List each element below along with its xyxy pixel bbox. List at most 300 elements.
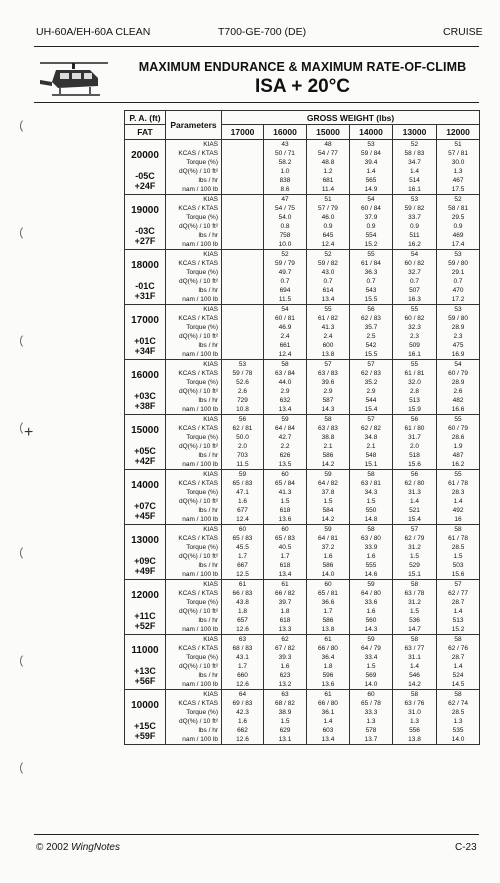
- parameter-label: nam / 100 lb: [182, 516, 218, 523]
- binder-hole: [20, 653, 35, 669]
- value-cell: [264, 525, 307, 580]
- value: 59 / 78: [232, 370, 253, 377]
- fat-fahrenheit: +52F: [134, 621, 156, 631]
- value: 550: [365, 507, 377, 514]
- value: 12.4: [321, 241, 335, 248]
- value: 587: [322, 397, 334, 404]
- value: 584: [322, 507, 334, 514]
- value: 13.8: [321, 351, 335, 358]
- parameter-label: nam / 100 lb: [182, 186, 218, 193]
- value: 1.6: [280, 663, 290, 670]
- value-cell: [437, 525, 480, 580]
- value: 32.0: [408, 379, 421, 386]
- value: 1.5: [409, 553, 420, 560]
- value: 58: [410, 691, 419, 698]
- title-rule: [34, 102, 479, 103]
- value-cell: [307, 250, 350, 305]
- value: [222, 332, 263, 341]
- parameter-label: lbs / hr: [198, 507, 218, 514]
- value-cell: [350, 360, 393, 415]
- value: 53: [367, 141, 375, 148]
- parameter-label: KIAS: [203, 471, 218, 478]
- value: 36.3: [364, 269, 378, 276]
- value: 482: [452, 397, 464, 404]
- value: 565: [365, 177, 377, 184]
- gross-weight-header: GROSS WEIGHT (lbs): [222, 111, 480, 125]
- value: 1.3: [366, 718, 376, 725]
- weight-header: 16000: [264, 125, 307, 140]
- value: 12.4: [278, 351, 292, 358]
- value: 40.5: [278, 544, 292, 551]
- value: 15.4: [364, 406, 378, 413]
- weight-header: 15000: [307, 125, 350, 140]
- pressure-altitude: 19000: [131, 205, 159, 216]
- value: 0.7: [366, 278, 376, 285]
- value: 14.2: [321, 461, 335, 468]
- value: 60 / 84: [361, 205, 381, 212]
- parameter-label: KCAS / KTAS: [178, 590, 218, 597]
- value: 586: [322, 562, 334, 569]
- value: 17.5: [451, 186, 465, 193]
- value: [222, 268, 263, 277]
- value: 2.3: [453, 333, 463, 340]
- value-cell: [437, 635, 480, 690]
- value: 15.2: [451, 626, 465, 633]
- value: 34.3: [364, 489, 378, 496]
- value: 14.5: [451, 681, 465, 688]
- parameter-label: dQ(%) / 10 ft²: [178, 388, 218, 395]
- value: 42.7: [278, 434, 292, 441]
- page-number: C-23: [455, 842, 477, 853]
- fat-celsius: -01C: [135, 281, 155, 291]
- value: 28.5: [451, 544, 465, 551]
- table-row: [125, 580, 480, 635]
- table-row: [125, 140, 480, 195]
- value: 39.3: [278, 654, 292, 661]
- value: 57: [324, 361, 332, 368]
- value: 14.3: [321, 406, 335, 413]
- value: 60 / 82: [404, 315, 425, 322]
- value: 518: [409, 452, 420, 459]
- value: 1.5: [409, 608, 420, 615]
- value: 667: [237, 562, 248, 569]
- value: 52: [454, 196, 462, 203]
- value: 1.7: [237, 663, 248, 670]
- value: 58: [367, 526, 375, 533]
- value: 31.3: [408, 489, 421, 496]
- value: 1.4: [453, 498, 463, 505]
- value: 58: [454, 636, 462, 643]
- parameter-label: KCAS / KTAS: [178, 260, 218, 267]
- value: 600: [322, 342, 334, 349]
- value: 54 / 77: [318, 150, 338, 157]
- fat-celsius: +05C: [134, 446, 156, 456]
- value: 38.9: [278, 709, 292, 716]
- value: 662: [237, 727, 248, 734]
- parameter-label: Torque (%): [186, 379, 218, 386]
- value: 54.0: [278, 214, 292, 221]
- value: 13.8: [321, 626, 335, 633]
- value: 660: [237, 672, 248, 679]
- parameter-label: KCAS / KTAS: [178, 150, 218, 157]
- value-cell: [264, 580, 307, 635]
- fat-fahrenheit: +38F: [134, 401, 156, 411]
- value: 1.8: [323, 663, 333, 670]
- value: [222, 167, 263, 176]
- value: 469: [452, 232, 464, 239]
- value-cell: [307, 470, 350, 525]
- value: 47: [281, 196, 289, 203]
- value: 618: [279, 562, 291, 569]
- parameter-label: dQ(%) / 10 ft²: [178, 553, 218, 560]
- value: 0.9: [453, 223, 463, 230]
- value-cell: [222, 360, 264, 415]
- value: 31.2: [408, 599, 421, 606]
- value: 1.0: [280, 168, 290, 175]
- value: 1.7: [280, 553, 290, 560]
- parameter-label: Torque (%): [186, 654, 218, 661]
- engine-label: T700-GE-700 (DE): [218, 26, 307, 38]
- value-cell: [307, 635, 350, 690]
- value: 2.9: [280, 388, 290, 395]
- value: 1.5: [280, 718, 290, 725]
- value: 555: [365, 562, 377, 569]
- value: 68 / 83: [232, 645, 253, 652]
- value: 1.5: [366, 663, 376, 670]
- value: 2.2: [280, 443, 290, 450]
- chart-title: MAXIMUM ENDURANCE & MAXIMUM RATE-OF-CLIMB: [138, 60, 467, 74]
- parameter-label: nam / 100 lb: [182, 241, 218, 248]
- value: 37.2: [321, 544, 335, 551]
- binder-hole: [20, 545, 35, 561]
- value-cell: [307, 525, 350, 580]
- value-cell: [222, 305, 264, 360]
- value: 48.8: [321, 159, 335, 166]
- pressure-altitude: 11000: [131, 645, 159, 656]
- value: 62 / 80: [404, 480, 425, 487]
- chart-subtitle: ISA + 20°C: [254, 76, 351, 97]
- fat-fahrenheit: +56F: [134, 676, 156, 686]
- value: 14.3: [364, 626, 378, 633]
- altitude-cell: [125, 140, 166, 195]
- value: 61 / 82: [318, 315, 338, 322]
- altitude-cell: [125, 580, 166, 635]
- parameter-label: nam / 100 lb: [182, 296, 218, 303]
- value: 12.6: [236, 626, 249, 633]
- value: 14.2: [321, 516, 335, 523]
- value: 17.2: [451, 296, 465, 303]
- value: 60: [281, 471, 289, 478]
- value: 61: [324, 691, 332, 698]
- value: 14.7: [408, 626, 421, 633]
- fat-celsius: +15C: [134, 721, 156, 731]
- table-row: [125, 305, 480, 360]
- value: 34.7: [408, 159, 421, 166]
- value: 64: [238, 691, 247, 698]
- value: [222, 231, 263, 240]
- value-cell: [264, 690, 307, 745]
- value: 53: [454, 251, 462, 258]
- helicopter-icon: [38, 56, 110, 102]
- value: 14.0: [364, 681, 378, 688]
- weight-header: 14000: [350, 125, 393, 140]
- value: 53: [454, 306, 462, 313]
- value: 64 / 81: [318, 535, 338, 542]
- value: 13.5: [278, 461, 292, 468]
- parameter-label: dQ(%) / 10 ft²: [178, 498, 218, 505]
- value: 2.4: [280, 333, 290, 340]
- value-cell: [393, 525, 437, 580]
- pressure-altitude: 12000: [131, 590, 159, 601]
- value: 54: [410, 251, 419, 258]
- value: 1.5: [366, 498, 376, 505]
- value: 65 / 83: [275, 535, 295, 542]
- value: 59 / 84: [361, 150, 381, 157]
- parameter-label: KCAS / KTAS: [178, 645, 218, 652]
- pressure-altitude: 20000: [131, 150, 159, 161]
- parameter-label: KCAS / KTAS: [178, 370, 218, 377]
- value: 59 / 82: [404, 205, 425, 212]
- value-cell: [393, 690, 437, 745]
- value: 1.4: [453, 608, 463, 615]
- value: [222, 195, 263, 204]
- value: 0.7: [453, 278, 463, 285]
- value-cell: [350, 470, 393, 525]
- value: 55: [454, 471, 462, 478]
- value: 15.5: [364, 351, 378, 358]
- value: 60 / 82: [404, 260, 425, 267]
- altitude-cell: [125, 470, 166, 525]
- parameter-labels: [166, 635, 222, 690]
- value: [222, 204, 263, 213]
- value-cell: [264, 250, 307, 305]
- value: 548: [365, 452, 377, 459]
- value: 0.9: [366, 223, 376, 230]
- value: 15.5: [364, 296, 378, 303]
- value: 59: [238, 471, 247, 478]
- value-cell: [437, 690, 480, 745]
- value-cell: [264, 470, 307, 525]
- value: 12.5: [236, 571, 249, 578]
- value-cell: [350, 525, 393, 580]
- value: 542: [365, 342, 377, 349]
- parameter-label: KIAS: [203, 636, 218, 643]
- value: 65 / 78: [361, 700, 381, 707]
- value-cell: [437, 470, 480, 525]
- value: 703: [237, 452, 248, 459]
- value: 13.8: [408, 736, 421, 743]
- fat-celsius: +09C: [134, 556, 156, 566]
- value: 36.1: [321, 709, 335, 716]
- parameter-label: lbs / hr: [198, 287, 218, 294]
- value: 63 / 80: [361, 535, 381, 542]
- fat-celsius: +01C: [134, 336, 156, 346]
- value: 511: [409, 232, 420, 239]
- value: 63: [238, 636, 247, 643]
- value: 66 / 80: [318, 700, 338, 707]
- value: 59 / 80: [448, 315, 468, 322]
- value: 55: [410, 306, 419, 313]
- value: 1.3: [453, 718, 463, 725]
- value: 33.3: [364, 709, 378, 716]
- value: 1.4: [409, 498, 420, 505]
- parameter-label: KCAS / KTAS: [178, 315, 218, 322]
- value: 16.6: [451, 406, 465, 413]
- value: 13.4: [321, 736, 335, 743]
- value: 45.5: [236, 544, 249, 551]
- value: 53: [410, 196, 419, 203]
- value: 586: [322, 452, 334, 459]
- value: 16.1: [408, 186, 421, 193]
- value: 535: [452, 727, 464, 734]
- value: 556: [409, 727, 420, 734]
- value: 758: [279, 232, 291, 239]
- value: 475: [452, 342, 464, 349]
- value: 63 / 83: [318, 425, 338, 432]
- parameter-label: lbs / hr: [198, 672, 218, 679]
- value: 2.9: [366, 388, 376, 395]
- parameter-labels: [166, 470, 222, 525]
- section-label: CRUISE: [443, 26, 483, 38]
- value: 15.6: [408, 461, 421, 468]
- altitude-cell: [125, 250, 166, 305]
- value: 677: [237, 507, 248, 514]
- value: 729: [237, 397, 248, 404]
- value: 13.4: [321, 296, 335, 303]
- value-cell: [437, 140, 480, 195]
- parameter-label: nam / 100 lb: [182, 351, 218, 358]
- value: 63 / 84: [275, 370, 295, 377]
- value: 14.0: [321, 571, 335, 578]
- pressure-altitude: 16000: [131, 370, 159, 381]
- value: 503: [452, 562, 464, 569]
- value: 52.6: [236, 379, 249, 386]
- parameter-labels: [166, 305, 222, 360]
- value: 39.4: [364, 159, 378, 166]
- pressure-altitude: 10000: [131, 700, 159, 711]
- parameter-label: nam / 100 lb: [182, 571, 218, 578]
- parameter-label: KCAS / KTAS: [178, 700, 218, 707]
- value: 28.7: [451, 654, 465, 661]
- value-cell: [350, 415, 393, 470]
- table-row: [125, 360, 480, 415]
- value: 1.7: [323, 608, 333, 615]
- value-cell: [393, 305, 437, 360]
- value: 34.8: [364, 434, 378, 441]
- value: 10.0: [278, 241, 292, 248]
- altitude-cell: [125, 525, 166, 580]
- value-cell: [350, 305, 393, 360]
- value: [222, 176, 263, 185]
- value: 1.8: [237, 608, 248, 615]
- header-rule: [34, 46, 479, 47]
- value: 63 / 76: [404, 700, 425, 707]
- value: 61: [238, 581, 247, 588]
- value: 694: [279, 287, 291, 294]
- value: [222, 323, 263, 332]
- fat-celsius: +13C: [134, 666, 156, 676]
- fat-celsius: +11C: [134, 611, 156, 621]
- value: 632: [279, 397, 291, 404]
- value-cell: [307, 140, 350, 195]
- value: 48: [324, 141, 332, 148]
- value: 33.7: [408, 214, 421, 221]
- value: 521: [409, 507, 420, 514]
- value: 54: [281, 306, 289, 313]
- value: 626: [279, 452, 291, 459]
- value: 470: [452, 287, 464, 294]
- value: 36.4: [321, 654, 335, 661]
- parameter-label: nam / 100 lb: [182, 736, 218, 743]
- value: 61 / 84: [361, 260, 381, 267]
- value: 56: [410, 416, 419, 423]
- parameter-labels: [166, 690, 222, 745]
- value: 16.1: [408, 351, 421, 358]
- parameter-labels: [166, 360, 222, 415]
- value: 42.3: [236, 709, 249, 716]
- parameter-label: nam / 100 lb: [182, 626, 218, 633]
- parameter-label: lbs / hr: [198, 727, 218, 734]
- value: 11.4: [321, 186, 335, 193]
- value: [222, 250, 263, 259]
- fat-fahrenheit: +34F: [134, 346, 156, 356]
- performance-table: [124, 110, 480, 745]
- value: 1.4: [453, 663, 463, 670]
- value: 46.9: [278, 324, 292, 331]
- value: 57 / 81: [448, 150, 468, 157]
- value: 35.2: [364, 379, 378, 386]
- value: 546: [409, 672, 420, 679]
- value: 1.5: [323, 498, 333, 505]
- value-cell: [264, 140, 307, 195]
- value: 2.4: [323, 333, 333, 340]
- value: 13.7: [364, 736, 378, 743]
- pressure-altitude: 14000: [131, 480, 159, 491]
- value: 62 / 74: [448, 700, 468, 707]
- altitude-cell: [125, 305, 166, 360]
- parameter-label: Torque (%): [186, 214, 218, 221]
- value: 43.0: [321, 269, 335, 276]
- value: 52: [410, 141, 419, 148]
- value: 1.4: [409, 168, 420, 175]
- value: 618: [279, 507, 291, 514]
- value: 13.6: [321, 681, 335, 688]
- parameter-label: dQ(%) / 10 ft²: [178, 278, 218, 285]
- value-cell: [437, 580, 480, 635]
- table-row: [125, 525, 480, 580]
- value: 17.4: [451, 241, 465, 248]
- value: 62 / 83: [361, 315, 381, 322]
- value: 0.7: [409, 278, 420, 285]
- parameter-label: KIAS: [203, 141, 218, 148]
- parameter-label: KCAS / KTAS: [178, 425, 218, 432]
- parameter-label: dQ(%) / 10 ft²: [178, 608, 218, 615]
- binder-hole: [20, 760, 35, 776]
- value: 603: [322, 727, 334, 734]
- value: 15.2: [364, 241, 378, 248]
- table-row: [125, 195, 480, 250]
- value: 2.0: [409, 443, 420, 450]
- value: 57: [454, 581, 462, 588]
- value-cell: [393, 250, 437, 305]
- value: 56: [238, 416, 247, 423]
- parameter-label: Torque (%): [186, 434, 218, 441]
- value-cell: [393, 580, 437, 635]
- parameter-label: dQ(%) / 10 ft²: [178, 718, 218, 725]
- fat-fahrenheit: +45F: [134, 511, 156, 521]
- value-cell: [222, 525, 264, 580]
- binder-hole: [20, 333, 35, 349]
